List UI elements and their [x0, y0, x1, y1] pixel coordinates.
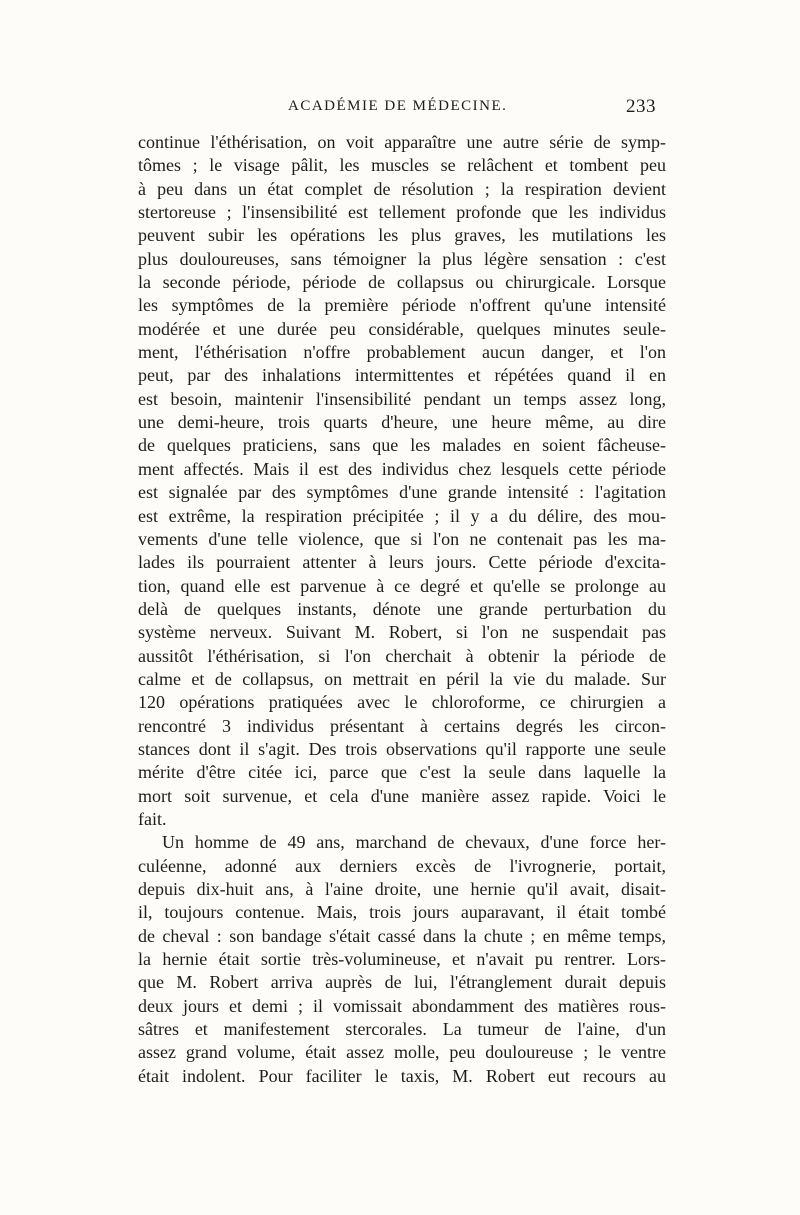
text-line: de quelques praticiens, sans que les malades en soient fâcheuse-	[138, 435, 666, 456]
text-line: plus douloureuses, sans témoigner la plus légère sensation : c'est	[138, 248, 666, 269]
text-line: peut, par des inhalations intermittentes et répétées quand il en	[138, 365, 666, 386]
page-header	[140, 96, 660, 126]
text-line: une demi-heure, trois quarts d'heure, une heure même, au dire	[138, 412, 666, 433]
body-text	[138, 131, 666, 1088]
text-line: mort soit survenue, et cela d'une manière assez rapide. Voici le	[138, 785, 666, 806]
text-line: depuis dix-huit ans, à l'aine droite, une hernie qu'il avait, disait-	[138, 879, 666, 899]
page-number: 233	[626, 96, 656, 117]
text-line: peuvent subir les opérations les plus graves, les mutilations les	[138, 225, 666, 246]
text-line: assez grand volume, était assez molle, peu douloureuse ; le ventre	[138, 1042, 666, 1063]
text-line: la seconde période, période de collapsus ou chirurgicale. Lorsque	[138, 272, 666, 293]
text-line: deux jours et demi ; il vomissait abondamment des matières rous-	[138, 995, 666, 1016]
text-line: tômes ; le visage pâlit, les muscles se relâchent et tombent peu	[138, 155, 666, 176]
text-line: stertoreuse ; l'insensibilité est tellement profonde que les individus	[138, 202, 666, 223]
text-line: fait.	[138, 808, 167, 829]
text-line: sâtres et manifestement stercorales. La tumeur de l'aine, d'un	[138, 1019, 666, 1040]
text-line: la hernie était sortie très-volumineuse, et n'avait pu rentrer. Lors-	[138, 949, 666, 970]
text-line: continue l'éthérisation, on voit apparaître une autre série de symp-	[138, 132, 666, 152]
text-line: aussitôt l'éthérisation, si l'on cherchait à obtenir la période de	[138, 645, 666, 666]
text-line: tion, quand elle est parvenue à ce degré et qu'elle se prolonge au	[138, 575, 666, 596]
text-line: était indolent. Pour faciliter le taxis, M. Robert eut recours au	[138, 1065, 666, 1086]
text-line: stances dont il s'agit. Des trois observations qu'il rapporte une seule	[138, 738, 666, 759]
text-line: mérite d'être citée ici, parce que c'est la seule dans laquelle la	[138, 762, 666, 783]
running-title: ACADÉMIE DE MÉDECINE.	[288, 98, 508, 114]
text-line: il, toujours contenue. Mais, trois jours auparavant, il était tombé	[138, 902, 666, 923]
text-line: Un homme de 49 ans, marchand de chevaux, d'une force her-	[162, 832, 666, 853]
text-line: est besoin, maintenir l'insensibilité pendant un temps assez long,	[138, 388, 666, 409]
text-line: les symptômes de la première période n'offrent qu'une intensité	[138, 295, 666, 316]
text-line: culéenne, adonné aux derniers excès de l'ivrognerie, portait,	[138, 855, 666, 876]
text-line: lades ils pourraient attenter à leurs jours. Cette période d'excita-	[138, 552, 666, 573]
text-line: rencontré 3 individus présentant à certains degrés les circon-	[138, 715, 666, 736]
text-line: ment affectés. Mais il est des individus chez lesquels cette période	[138, 458, 666, 479]
text-line: 120 opérations pratiquées avec le chloroforme, ce chirurgien a	[138, 692, 666, 713]
text-line: à peu dans un état complet de résolution ; la respiration devient	[138, 178, 666, 199]
text-line: ment, l'éthérisation n'offre probablement aucun danger, et l'on	[138, 342, 666, 363]
text-line: delà de quelques instants, dénote une grande perturbation du	[138, 598, 666, 619]
text-line: de cheval : son bandage s'était cassé dans la chute ; en même temps,	[138, 925, 666, 946]
text-line: vements d'une telle violence, que si l'on ne contenait pas les ma-	[138, 528, 666, 549]
text-line: est signalée par des symptômes d'une grande intensité : l'agitation	[138, 482, 666, 503]
text-line: est extrême, la respiration précipitée ; il y a du délire, des mou-	[138, 505, 666, 526]
text-line: système nerveux. Suivant M. Robert, si l'on ne suspendait pas	[138, 622, 666, 643]
text-line: modérée et une durée peu considérable, quelques minutes seule-	[138, 318, 666, 339]
text-line: que M. Robert arriva auprès de lui, l'étranglement durait depuis	[138, 972, 666, 993]
text-line: calme et de collapsus, on mettrait en péril la vie du malade. Sur	[138, 668, 666, 689]
